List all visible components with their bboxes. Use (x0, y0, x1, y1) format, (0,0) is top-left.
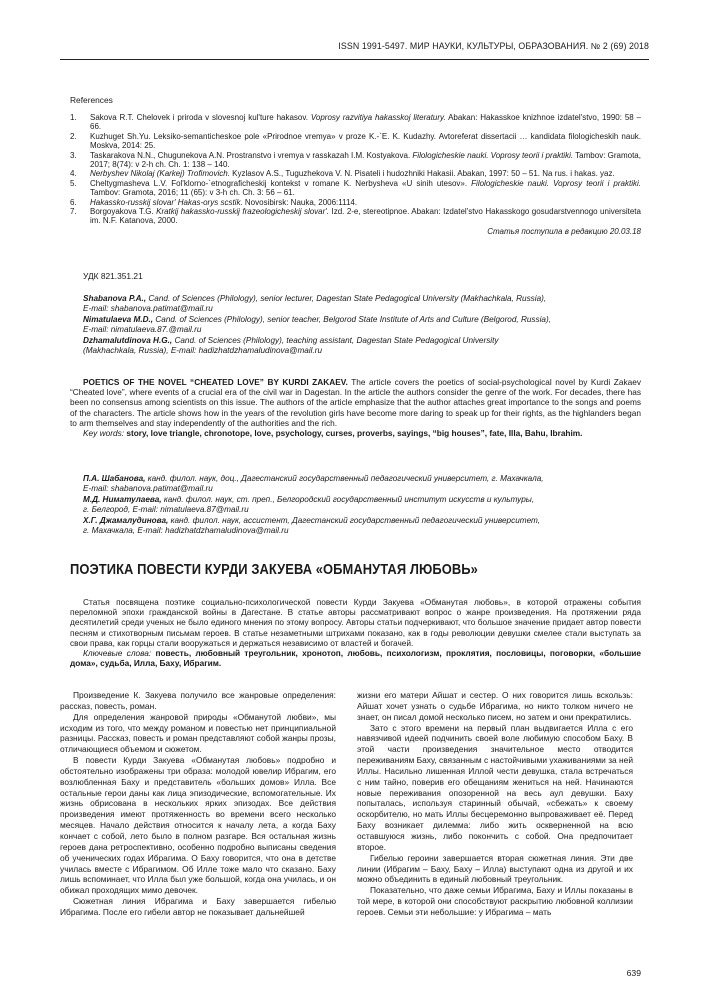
keywords-ru-label: Ключевые слова: (83, 648, 152, 659)
reference-italic: Hakassko-russkij slovar' Hakas-orys scstik. (90, 197, 243, 207)
author-name: Shabanova P.A., (83, 294, 147, 303)
authors-en (83, 294, 641, 356)
abstract-en (70, 377, 641, 438)
author-email: г. Белгород, E-mail: nimatulaeva.87@mail.ru (83, 505, 249, 515)
reference-plain: Cheltygmasheva L.V. Fol'klorno-`etnograficheskij kontekst v romane K. Nerbysheva «U sinih utesov». (90, 178, 472, 188)
body-paragraph: Сюжетная линия Ибрагима и Баху завершается гибелью Ибрагима. После его гибели автор не показывает дальнейшей (60, 896, 336, 917)
reference-text (90, 207, 641, 226)
reference-italic: Nerbyshev Nikolaj (Karkej) Trofimovich. (90, 169, 230, 179)
reference-text (90, 179, 641, 198)
references-list (70, 113, 641, 236)
abstract-en-body: The article covers the poetics of social-psychological novel by Kurdi Zakaev “Cheated love”, where events of a crucial era of the civil war in Dagestan. In the article the authors consider the genre of the work. For decades, there has been no consensus among scientists on this issue. The authors of the article emphasize that the author attaches great importance to the songs and poems of the characters. The article shows how in the years of the revolution girls have become more daring to speak up for their rights, as the highlanders began to arm themselves and stay independently of the authorities and the rich. (70, 377, 641, 428)
reference-plain: Kuzhuget Sh.Yu. Leksiko-semanticheskoe pole «Prirodnoe vremya» v proze K.-`E. K. Kudazhy. Avtoreferat dissertacii … kandidata filologicheskih nauk. Moskva, 2014: 25. (90, 131, 641, 151)
reference-number: 5. (70, 178, 77, 188)
reference-rest: Tambov: Gramota, 2016; 11 (65): v 3-h ch. Ch. 3: 56 – 61. (90, 188, 295, 198)
body-paragraph: Для определения жанровой природы «Обманутой любви», мы исходим из того, что между романом и повестью нет принципиальной разницы. Рассказ, повесть и роман представляют собой жанры прозы, отличающиеся объемом и сюжетом. (60, 711, 336, 755)
author-line (83, 336, 641, 346)
keywords-ru-list: повесть, любовный треугольник, хронотоп, любовь, психологизм, проклятия, пословицы, поговорки, «большие дома», судьба, Илла, Баху, Ибрагим. (70, 648, 641, 669)
reference-plain: Borgoyakova T.G. (90, 207, 157, 217)
reference-text (90, 169, 641, 178)
reference-text (90, 151, 641, 170)
body-paragraph: Гибелью героини завершается вторая сюжетная линия. Эти две линии (Ибрагим – Баху, Баху – Илла) выступают одна из другой и их можно объединить в единый любовный треугольник. (357, 852, 633, 885)
author-email: E-mail: shabanova.patimat@mail.ru (83, 304, 213, 314)
author-line (83, 315, 641, 325)
reference-text (90, 198, 641, 207)
reference-number: 3. (70, 150, 77, 160)
abstract-ru-text: Статья посвящена поэтике социально-психологической повести Курди Закуева «Обманутая любовь», в которой отражены события переломной эпохи гражданской войны в Дагестане. В статье авторы рассматривают вопрос о жанре произведения. На протяжении ряда десятилетий среди ученых не было единого мнения по этому вопросу. Авторы статьи подчеркивают, что большое значение придает автор повести песням и стихотворным письмам героев. В статье незаметными штрихами показано, как в годы революции девушки смелее стали выступать за свои права, как горцы стали вооружаться и держаться независимо от властей и богачей. (70, 597, 641, 648)
author-line (83, 495, 641, 505)
body-paragraph: Показательно, что даже семьи Ибрагима, Баху и Иллы показаны в той мере, в которой они способствуют раскрытию любовной коллизии героев. Семьи эти небольшие: у Ибрагима – мать (357, 885, 633, 917)
reference-number: 6. (70, 197, 77, 207)
author-name: Dzhamalutdinova H.G., (83, 335, 173, 345)
author-affiliation: канд. филол. наук, доц., Дагестанский государственный педагогический университет, г. Махачкала, (145, 474, 544, 483)
author-affiliation: Cand. of Sciences (Philology), senior lecturer, Dagestan State Pedagogical University (Makhachkala, Russia), (146, 294, 547, 303)
author-line (83, 516, 641, 526)
udc-code: УДК 821.351.21 (83, 271, 143, 281)
reference-italic: Voprosy razvitiya hakasskoj literatury. (310, 113, 446, 122)
reference-rest: Izd. 2-e, stereotipnoe. Abakan: Izdatel'stvo Hakasskogo gosudarstvennogo universiteta im. N.F. Katanova, 2000. (90, 207, 641, 226)
author-line (83, 294, 641, 304)
author-name: М.Д. Ниматулаева, (83, 494, 162, 504)
keywords-ru (70, 648, 641, 668)
reference-number: 7. (70, 207, 77, 217)
reference-italic: Filologicheskie nauki. Voprosy teorii i praktiki. (471, 178, 641, 188)
reference-rest: Novosibirsk: Nauka, 2006:1114. (242, 197, 358, 207)
keywords-en-list: story, love triangle, chronotope, love, psychology, curses, proverbs, sayings, “big houses”, fate, Illa, Bahu, Ibrahim. (124, 428, 583, 439)
reference-number: 4. (70, 169, 77, 179)
reference-item (70, 179, 641, 198)
author-email: (Makhachkala, Russia), E-mail: hadizhatdzhamaludinova@mail.ru (83, 346, 323, 356)
author-email: г. Махачкала, E-mail: hadizhatdzhamaludinova@mail.ru (83, 526, 289, 536)
reference-rest: Kyzlasov A.S., Tuguzhekova V. N. Pisateli i hudozhniki Hakasii. Abakan, 1997: 50 – 51. Na rus. i hakas. yaz. (229, 169, 615, 179)
abstract-en-text (70, 377, 641, 428)
reference-text (90, 113, 641, 132)
body-paragraph: Зато с этого времени на первый план выдвигается Илла с его навязчивой идеей подчинить своей воле любимую способом Баху. В этой части произведения значительное место отводится переживаниям Баху, связанным с настойчивыми ухаживаниями за ней Иллы. Насильно лишенная Иллой чести девушка, стала встречаться с ним тайно, поверив его обещаниям жениться на ней. Начинаются новые переживания опозоренной на весь аул девушки. Баху попыталась, используя старинный обычай, «сбежать» к своему оскорбителю, но мать Иллы бесцеремонно выпроваживает её. Перед Баху возникает дилемма: либо жить оскверненной на всю оставшуюся жизнь, либо покончить с собой. Она предпочитает второе. (357, 722, 633, 852)
reference-rest: Tambov: Gramota, 2017; 8(74): v 2-h ch. Ch. 1: 138 – 140. (90, 150, 641, 170)
reference-item (70, 169, 641, 178)
author-affiliation: Cand. of Sciences (Philology), teaching assistant, Dagestan State Pedagogical University (172, 335, 499, 345)
reference-italic: Filologicheskie nauki. Voprosy teorii i praktiki. (412, 150, 574, 160)
keywords-en (70, 428, 641, 438)
author-line (83, 474, 641, 484)
abstract-ru (70, 597, 641, 668)
author-name: П.А. Шабанова, (83, 474, 146, 483)
keywords-en-label: Key words: (83, 428, 125, 439)
header-rule (60, 59, 649, 60)
reference-rest: Abakan: Hakasskoe knizhnoe izdatel'stvo, 1990: 58 – 66. (90, 113, 642, 132)
author-name: Х.Г. Джамалудинова, (83, 515, 169, 525)
article-title-ru: ПОЭТИКА ПОВЕСТИ КУРДИ ЗАКУЕВА «ОБМАНУТАЯ ЛЮБОВЬ» (70, 561, 478, 578)
reference-item (70, 113, 641, 132)
author-email: E-mail: shabanova.patimat@mail.ru (83, 484, 213, 494)
running-header: ISSN 1991-5497. МИР НАУКИ, КУЛЬТУРЫ, ОБРАЗОВАНИЯ. № 2 (69) 2018 (338, 41, 649, 51)
author-email: E-mail: nimatulaeva.87.@mail.ru (83, 325, 202, 335)
reference-item (70, 151, 641, 170)
received-date: Статья поступила в редакцию 20.03.18 (487, 226, 641, 236)
reference-item (70, 198, 641, 207)
author-affiliation: канд. филол. наук, ассистент, Дагестанский государственный педагогический университет, (168, 515, 541, 525)
reference-plain: Taskarakova N.N., Chugunekova A.N. Prostranstvo i vremya v rasskazah I.M. Kostyakova. (90, 150, 413, 160)
reference-plain: Sakova R.T. Chelovek i priroda v slovesnoj kul'ture hakasov. (90, 113, 311, 122)
reference-italic: Kratkij hakassko-russkij frazeologicheskij slovar'. (156, 207, 330, 217)
reference-number: 1. (70, 113, 77, 122)
author-name: Nimatulaeva M.D., (83, 314, 154, 324)
references-title: References (70, 95, 113, 105)
body-paragraph: жизни его матери Айшат и сестер. О них говорится лишь вскользь: Айшат хочет узнать о судьбе Ибрагима, но никто толком ничего не знает, он писал домой несколько писем, но затем и они прекратились. (357, 690, 633, 722)
body-paragraph: Произведение К. Закуева получило все жанровые определения: рассказ, повесть, роман. (60, 690, 336, 711)
body-paragraph: В повести Курди Закуева «Обманутая любовь» подробно и обстоятельно изображены три образа: молодой ювелир Ибрагим, его возлюбленная Баху и представитель «больших домов» Илла. Все остальные герои даны как лица эпизодические, вспомогательные. Их жизнь обрисована в нескольких ярких эпизодах. Все действия произведения имеют протяженность во времени всего несколько месяцев. Начало действия относится к началу лета, а когда Баху кончает с собой, лето было в полном разгаре. Вся остальная жизнь героев дана ретроспективно, особенно подробно выписаны сведения об ученических годах Ибрагима. О Баху говорится, что она в детстве училась вместе с Ибрагимом. Об Илле тоже мало что сказано. Баху лишь вспоминает, что Илла был уже большой, когда она училась, и он обижал проходящих мимо девочек. (60, 755, 336, 896)
body-column-right (357, 690, 633, 918)
authors-ru (83, 474, 641, 536)
author-affiliation: Cand. of Sciences (Philology), senior teacher, Belgorod State Institute of Arts and Culture (Belgorod, Russia), (153, 314, 551, 324)
reference-number: 2. (70, 131, 77, 141)
body-column-left (60, 690, 336, 918)
author-affiliation: канд. филол. наук, ст. преп., Белгородский государственный институт искусств и культуры, (161, 494, 535, 504)
reference-item (70, 132, 641, 151)
reference-item (70, 207, 641, 226)
page-number: 639 (626, 968, 641, 978)
reference-text (90, 132, 641, 151)
abstract-en-title: POETICS OF THE NOVEL “CHEATED LOVE” BY KURDI ZAKAEV. (83, 377, 348, 387)
